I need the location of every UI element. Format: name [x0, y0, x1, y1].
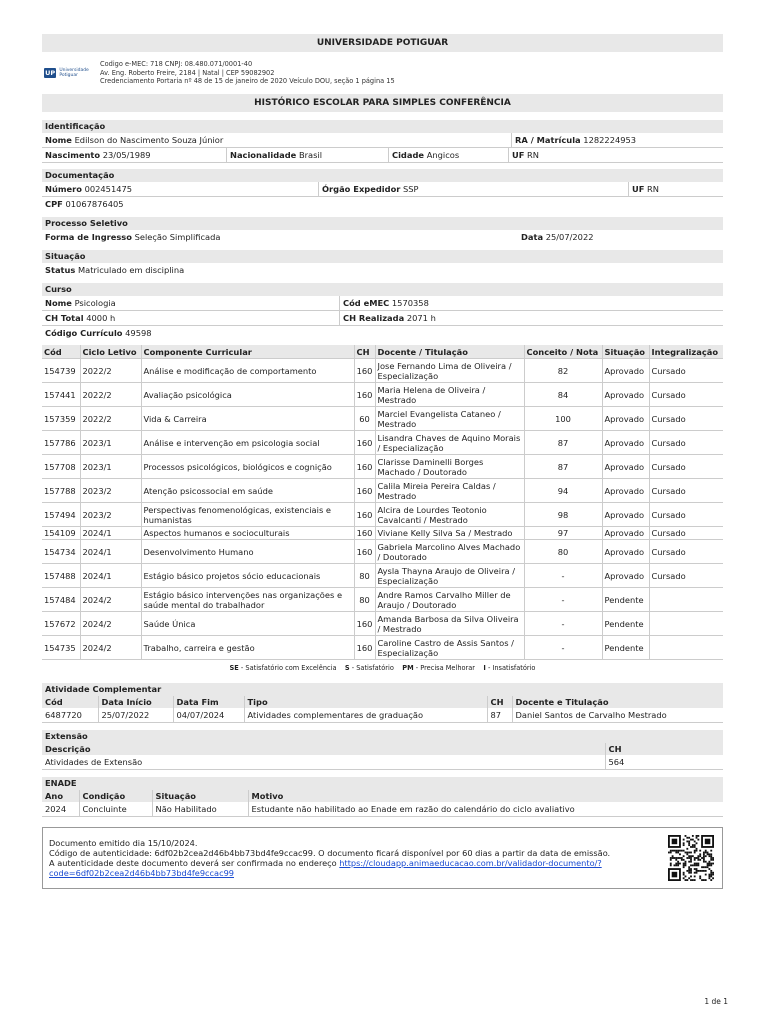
table-cell: Amanda Barbosa da Silva Oliveira / Mestrado — [375, 612, 524, 636]
table-cell: 2024/1 — [80, 540, 141, 564]
table-cell: Atenção psicossocial em saúde — [141, 479, 354, 503]
table-cell: 84 — [524, 383, 602, 407]
table-cell: 154734 — [42, 540, 80, 564]
section-curso: Curso — [42, 283, 723, 296]
table-row — [42, 612, 723, 636]
table-row — [42, 431, 723, 455]
document-title: HISTÓRICO ESCOLAR PARA SIMPLES CONFERÊNCIA — [42, 94, 723, 112]
table-cell: Cursado — [649, 407, 723, 431]
table-cell: Lisandra Chaves de Aquino Morais / Especialização — [375, 431, 524, 455]
table-cell: Cursado — [649, 359, 723, 383]
table-cell: 2023/2 — [80, 503, 141, 527]
col-ciclo: Ciclo Letivo — [80, 345, 141, 359]
section-enade: ENADE — [42, 777, 723, 790]
table-cell: Avaliação psicológica — [141, 383, 354, 407]
table-row — [42, 588, 723, 612]
table-cell: Estágio básico intervenções nas organizações e saúde mental do trabalhador — [141, 588, 354, 612]
table-row — [42, 455, 723, 479]
table-cell: Cursado — [649, 564, 723, 588]
table-cell: Perspectivas fenomenológicas, existenciais e humanistas — [141, 503, 354, 527]
curso-row-3 — [42, 326, 723, 340]
table-cell: Aysla Thayna Araujo de Oliveira / Especialização — [375, 564, 524, 588]
curso-row-2 — [42, 311, 723, 326]
table-cell: 160 — [354, 455, 375, 479]
table-row — [42, 383, 723, 407]
authenticity-box — [42, 827, 723, 889]
table-cell: - — [524, 636, 602, 660]
ra-value: 1282224953 — [583, 135, 637, 145]
section-atividade: Atividade Complementar — [42, 683, 723, 696]
ch-total-cell: CH Total 4000 h — [45, 313, 116, 323]
table-cell: Aprovado — [602, 455, 649, 479]
table-cell: Pendente — [602, 612, 649, 636]
table-cell: 82 — [524, 359, 602, 383]
table-cell: 97 — [524, 527, 602, 540]
auth-instructions: A autenticidade deste documento deverá ser confirmada no endereço https://cloudapp.animaeducacao.com.br/validador-documento/?code=6df02b2cea2d46b4bb73bd4fe9ccac99 — [49, 858, 602, 878]
section-identificacao: Identificação — [42, 120, 723, 133]
table-cell: 154109 — [42, 527, 80, 540]
student-name: Edilson do Nascimento Souza Júnior — [74, 135, 224, 145]
enade-row: 2024 Concluinte Não Habilitado Estudante não habilitado ao Enade em razão do calendário do ciclo avaliativo — [42, 802, 723, 817]
table-cell — [649, 588, 723, 612]
table-cell: 154735 — [42, 636, 80, 660]
extensao-row: Atividades de Extensão 564 — [42, 755, 723, 770]
table-cell: 160 — [354, 431, 375, 455]
table-cell: Cursado — [649, 503, 723, 527]
table-cell: 160 — [354, 479, 375, 503]
table-cell: Trabalho, carreira e gestão — [141, 636, 354, 660]
table-cell: 80 — [354, 588, 375, 612]
table-cell: 157484 — [42, 588, 80, 612]
table-cell: Cursado — [649, 431, 723, 455]
university-logo — [42, 68, 100, 78]
col-ch: CH — [354, 345, 375, 359]
disciplinas-header — [42, 345, 723, 359]
table-cell: Aprovado — [602, 527, 649, 540]
col-docente: Docente / Titulação — [375, 345, 524, 359]
disciplinas-body — [42, 359, 723, 660]
ident-row-2 — [42, 148, 723, 163]
table-row — [42, 479, 723, 503]
situacao-row — [42, 263, 723, 277]
table-cell: 160 — [354, 612, 375, 636]
table-cell: Maria Helena de Oliveira / Mestrado — [375, 383, 524, 407]
table-cell: 157708 — [42, 455, 80, 479]
table-cell: Clarisse Daminelli Borges Machado / Doutorado — [375, 455, 524, 479]
emission-date: Documento emitido dia 15/10/2024. — [49, 838, 198, 848]
auth-code: Código de autenticidade: 6df02b2cea2d46b4bb73bd4fe9ccac99. O documento ficará disponível por 60 dias a partir da data de emissão. — [49, 848, 611, 858]
table-cell: 160 — [354, 540, 375, 564]
table-cell: 2022/2 — [80, 407, 141, 431]
table-cell — [649, 636, 723, 660]
table-cell: Andre Ramos Carvalho Miller de Araujo / Doutorado — [375, 588, 524, 612]
table-cell: 157494 — [42, 503, 80, 527]
table-cell: - — [524, 612, 602, 636]
table-cell: 160 — [354, 503, 375, 527]
table-row — [42, 407, 723, 431]
table-cell: - — [524, 564, 602, 588]
processo-row — [42, 230, 723, 244]
uf-cell: UF RN — [508, 148, 723, 162]
table-cell: Estágio básico projetos sócio educacionais — [141, 564, 354, 588]
logo-mark: UP — [45, 69, 56, 77]
table-cell: Pendente — [602, 636, 649, 660]
numero-cell: Número 002451475 — [45, 184, 133, 194]
info-line: Av. Eng. Roberto Freire, 2184 | Natal | CEP 59082902 — [100, 68, 275, 77]
table-cell: Aprovado — [602, 359, 649, 383]
table-cell: 87 — [524, 431, 602, 455]
document — [42, 34, 723, 889]
table-cell: Aprovado — [602, 540, 649, 564]
table-row — [42, 564, 723, 588]
ch-realizada-cell: CH Realizada 2071 h — [339, 311, 723, 325]
table-cell: Aprovado — [602, 564, 649, 588]
curriculo-cell: Código Currículo 49598 — [45, 328, 152, 338]
cpf-cell: CPF 01067876405 — [45, 199, 124, 209]
table-cell: Análise e modificação de comportamento — [141, 359, 354, 383]
extensao-header: Descrição CH — [42, 743, 723, 755]
curso-nome-cell: Nome Psicologia — [45, 298, 116, 308]
table-cell: 157488 — [42, 564, 80, 588]
forma-cell: Forma de Ingresso Seleção Simplificada — [45, 232, 221, 242]
table-cell: 2024/1 — [80, 564, 141, 588]
table-cell: 157788 — [42, 479, 80, 503]
table-cell: Aprovado — [602, 479, 649, 503]
table-cell: 2022/2 — [80, 383, 141, 407]
table-row — [42, 527, 723, 540]
table-row — [42, 359, 723, 383]
table-cell — [649, 612, 723, 636]
table-cell: Marciel Evangelista Cataneo / Mestrado — [375, 407, 524, 431]
table-cell: 98 — [524, 503, 602, 527]
grade-legend: SE - Satisfatório com Excelência S - Satisfatório PM - Precisa Melhorar I - Insatisfatório — [229, 664, 536, 672]
table-cell: 2024/2 — [80, 612, 141, 636]
table-cell: Caroline Castro de Assis Santos / Especialização — [375, 636, 524, 660]
info-line: Credenciamento Portaria nº 48 de 15 de janeiro de 2020 Veículo DOU, seção 1 página 15 — [100, 77, 395, 86]
atividade-table — [42, 696, 723, 723]
table-cell: 2024/2 — [80, 636, 141, 660]
orgao-cell: Órgão Expedidor SSP — [318, 182, 628, 196]
curso-row-1 — [42, 296, 723, 311]
table-cell: 157672 — [42, 612, 80, 636]
section-extensao: Extensão — [42, 730, 723, 743]
table-cell: Cursado — [649, 455, 723, 479]
qr-code-icon — [668, 835, 714, 881]
table-cell: 80 — [354, 564, 375, 588]
table-cell: 87 — [524, 455, 602, 479]
table-cell: Aprovado — [602, 503, 649, 527]
table-cell: 154739 — [42, 359, 80, 383]
table-cell: Aspectos humanos e socioculturais — [141, 527, 354, 540]
table-cell: Alcira de Lourdes Teotonio Cavalcanti / Mestrado — [375, 503, 524, 527]
table-cell: 157359 — [42, 407, 80, 431]
table-cell: 100 — [524, 407, 602, 431]
table-cell: Viviane Kelly Silva Sa / Mestrado — [375, 527, 524, 540]
table-cell: Aprovado — [602, 407, 649, 431]
logo-text: Universidade Potiguar — [59, 68, 89, 78]
ra-cell: RA / Matrícula 1282224953 — [511, 133, 723, 147]
table-cell: 2024/2 — [80, 588, 141, 612]
emec-cell: Cód eMEC 1570358 — [339, 296, 723, 310]
section-documentacao: Documentação — [42, 169, 723, 182]
col-componente: Componente Curricular — [141, 345, 354, 359]
table-cell: 160 — [354, 359, 375, 383]
ident-row-1 — [42, 133, 723, 148]
table-cell: Jose Fernando Lima de Oliveira / Especialização — [375, 359, 524, 383]
table-cell: 94 — [524, 479, 602, 503]
table-cell: 80 — [524, 540, 602, 564]
table-cell: Aprovado — [602, 383, 649, 407]
cidade-cell: Cidade Angicos — [388, 148, 508, 162]
table-cell: 2024/1 — [80, 527, 141, 540]
table-row — [42, 636, 723, 660]
table-cell: 2022/2 — [80, 359, 141, 383]
table-cell: 157441 — [42, 383, 80, 407]
table-cell: 2023/1 — [80, 455, 141, 479]
table-cell: Saúde Única — [141, 612, 354, 636]
table-cell: Cursado — [649, 479, 723, 503]
table-cell: 2023/2 — [80, 479, 141, 503]
university-title: UNIVERSIDADE POTIGUAR — [42, 34, 723, 52]
col-integralizacao: Integralização — [649, 345, 723, 359]
table-cell: Pendente — [602, 588, 649, 612]
data-cell: Data 25/07/2022 — [521, 232, 594, 242]
atividade-header: Cód Data Início Data Fim Tipo CH Docente e Titulação — [42, 696, 723, 708]
table-row — [42, 503, 723, 527]
section-situacao: Situação — [42, 250, 723, 263]
table-cell: Cursado — [649, 383, 723, 407]
table-cell: Vida & Carreira — [141, 407, 354, 431]
doc-row-2 — [42, 197, 723, 211]
enade-header: Ano Condição Situação Motivo — [42, 790, 723, 802]
col-cod: Cód — [42, 345, 80, 359]
table-cell: Cursado — [649, 527, 723, 540]
institution-header — [42, 52, 723, 94]
table-cell: 2023/1 — [80, 431, 141, 455]
validation-link[interactable]: https://cloudapp.animaeducacao.com.br/validador-documento/?code=6df02b2cea2d46b4bb73bd4fe9ccac99 — [49, 858, 602, 878]
table-cell: Aprovado — [602, 431, 649, 455]
table-row — [42, 540, 723, 564]
table-cell: Desenvolvimento Humano — [141, 540, 354, 564]
col-conceito: Conceito / Nota — [524, 345, 602, 359]
table-cell: 160 — [354, 527, 375, 540]
status-cell: Status Matriculado em disciplina — [45, 265, 185, 275]
doc-row-1 — [42, 182, 723, 197]
enade-table — [42, 790, 723, 817]
info-line: Codigo e-MEC: 718 CNPJ: 08.480.071/0001-40 — [100, 60, 253, 69]
table-cell: 60 — [354, 407, 375, 431]
table-cell: Cursado — [649, 540, 723, 564]
section-processo: Processo Seletivo — [42, 217, 723, 230]
nasc-cell: Nascimento 23/05/1989 — [45, 150, 151, 160]
table-cell: Calila Mireia Pereira Caldas / Mestrado — [375, 479, 524, 503]
extensao-table — [42, 743, 723, 770]
nome-cell: Nome Edilson do Nascimento Souza Júnior — [45, 135, 224, 145]
page-number: 1 de 1 — [704, 997, 728, 1006]
col-situacao: Situação — [602, 345, 649, 359]
disciplinas-table — [42, 345, 723, 660]
table-cell: Gabriela Marcolino Alves Machado / Doutorado — [375, 540, 524, 564]
table-cell: Análise e intervenção em psicologia social — [141, 431, 354, 455]
nac-cell: Nacionalidade Brasil — [226, 148, 388, 162]
table-cell: 160 — [354, 636, 375, 660]
institution-info — [100, 60, 395, 86]
table-cell: Processos psicológicos, biológicos e cognição — [141, 455, 354, 479]
atividade-row: 6487720 25/07/2022 04/07/2024 Atividades complementares de graduação 87 Daniel Santos de Carvalho Mestrado — [42, 708, 723, 723]
table-cell: - — [524, 588, 602, 612]
table-cell: 157786 — [42, 431, 80, 455]
table-cell: 160 — [354, 383, 375, 407]
doc-uf-cell: UF RN — [628, 182, 723, 196]
